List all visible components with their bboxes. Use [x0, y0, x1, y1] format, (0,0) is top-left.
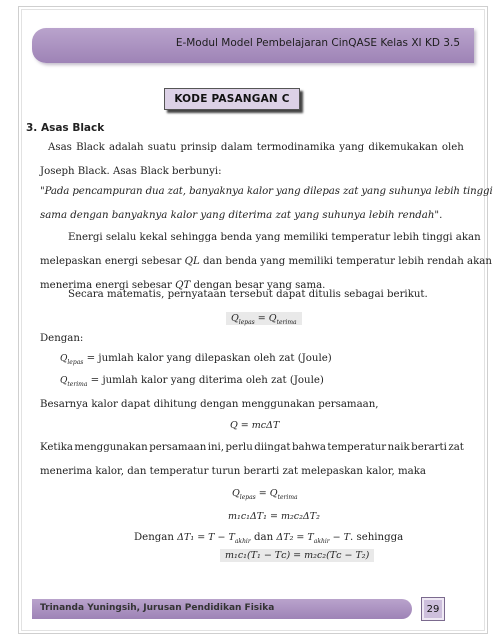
energy-line-2b: dan benda yang memiliki temperatur lebih rendah akan: [202, 256, 492, 267]
footer-band: [32, 599, 412, 619]
energy-line-3a: menerima energi sebesar: [40, 280, 172, 291]
dengan-label: Dengan:: [40, 333, 84, 344]
quote-line-1: "Pada pencampuran dua zat, banyaknya kalor yang dilepas zat yang suhunya lebih tinggi: [40, 186, 493, 197]
energy-line-2: [40, 250, 492, 274]
def2-sub: terima: [67, 380, 88, 388]
dengan-word: Dengan: [134, 532, 174, 543]
formula1-right: Q: [268, 313, 277, 324]
dan-word: dan: [253, 532, 274, 543]
formula3-left: Q: [232, 488, 240, 499]
def2-text: jumlah kalor yang diterima oleh zat (Joule): [102, 375, 324, 386]
def1-sym: Q: [60, 354, 68, 364]
intro-paragraph: [40, 136, 464, 184]
energy-paragraph: [40, 226, 492, 298]
quote-paragraph: [40, 180, 493, 228]
note-paragraph: [40, 436, 464, 484]
delta-t1-expr: ΔT₁ = T − T: [177, 532, 235, 543]
def1-text: jumlah kalor yang dilepaskan oleh zat (Joule): [98, 353, 332, 364]
def1-sub: lepas: [67, 358, 84, 366]
header-band: [32, 28, 474, 63]
formula-q-mct: Q = mcΔT: [230, 420, 280, 431]
delta-t2-sub: akhir: [313, 537, 330, 545]
def2-sym: Q: [60, 376, 68, 386]
formula-final-text: m₁c₁(T₁ − Tᴄ) = m₂c₂(Tᴄ − T₂): [220, 549, 374, 562]
formula3-right: Q: [269, 488, 278, 499]
note-line-2: menerima kalor, dan temperatur turun berarti zat melepaskan kalor, maka: [40, 466, 426, 477]
dengan-line: [134, 532, 403, 545]
formula-final: [220, 550, 374, 561]
energy-line-2a: melepaskan energi sebesar: [40, 256, 182, 267]
intro-line-2: Joseph Black. Asas Black berbunyi:: [40, 166, 222, 177]
delta-t2-tail: − T: [332, 532, 350, 543]
energy-line-3b: dengan besar yang sama.: [193, 280, 326, 291]
formula1-left-sub: lepas: [238, 318, 255, 326]
math-statement: Secara matematis, pernyataan tersebut dapat ditulis sebagai berikut.: [68, 289, 428, 300]
energy-var-qt: QT: [175, 280, 191, 291]
formula3-right-sub: terima: [277, 493, 298, 501]
formula1-eq: =: [257, 313, 266, 324]
formula-q-equality: $Q_{lepas} = Q_{terima}$: [232, 488, 298, 501]
code-box: KODE PASANGAN C: [164, 88, 300, 110]
intro-line-1: Asas Black adalah suatu prinsip dalam termodinamika yang dikemukakan oleh: [48, 142, 464, 153]
delta-t1-sub: akhir: [234, 537, 251, 545]
definition-q-terima: $Q_{terima}$ = jumlah kalor yang diterima oleh zat (Joule): [60, 375, 324, 388]
formula1-left: Q: [231, 313, 239, 324]
calc-sentence: Besarnya kalor dapat dihitung dengan menggunakan persamaan,: [40, 399, 379, 410]
section-heading: 3. Asas Black: [26, 122, 105, 134]
delta-t2-expr: ΔT₂ = T: [276, 532, 314, 543]
page-number: 29: [421, 597, 445, 621]
formula-mass-heat: m₁c₁ΔT₁ = m₂c₂ΔT₂: [228, 511, 320, 522]
note-line-1: Ketika menggunakan persamaan ini, perlu diingat bahwa temperatur naik berarti zat: [40, 442, 464, 453]
energy-var-ql: QL: [184, 256, 200, 267]
formula-q-lepas-terima: [226, 313, 302, 326]
sehingga-word: . sehingga: [349, 532, 404, 543]
formula3-left-sub: lepas: [239, 493, 256, 501]
definition-q-lepas: $Q_{lepas}$ = jumlah kalor yang dilepaskan oleh zat (Joule): [60, 353, 332, 366]
header-title: E-Modul Model Pembelajaran CinQASE Kelas XI KD 3.5: [175, 37, 460, 49]
formula1-right-sub: terima: [276, 318, 297, 326]
quote-line-2: sama dengan banyaknya kalor yang diterima zat yang suhunya lebih rendah".: [40, 210, 443, 221]
energy-line-1: Energi selalu kekal sehingga benda yang memiliki temperatur lebih tinggi akan: [68, 232, 481, 243]
footer-author: Trinanda Yuningsih, Jurusan Pendidikan Fisika: [40, 603, 275, 613]
